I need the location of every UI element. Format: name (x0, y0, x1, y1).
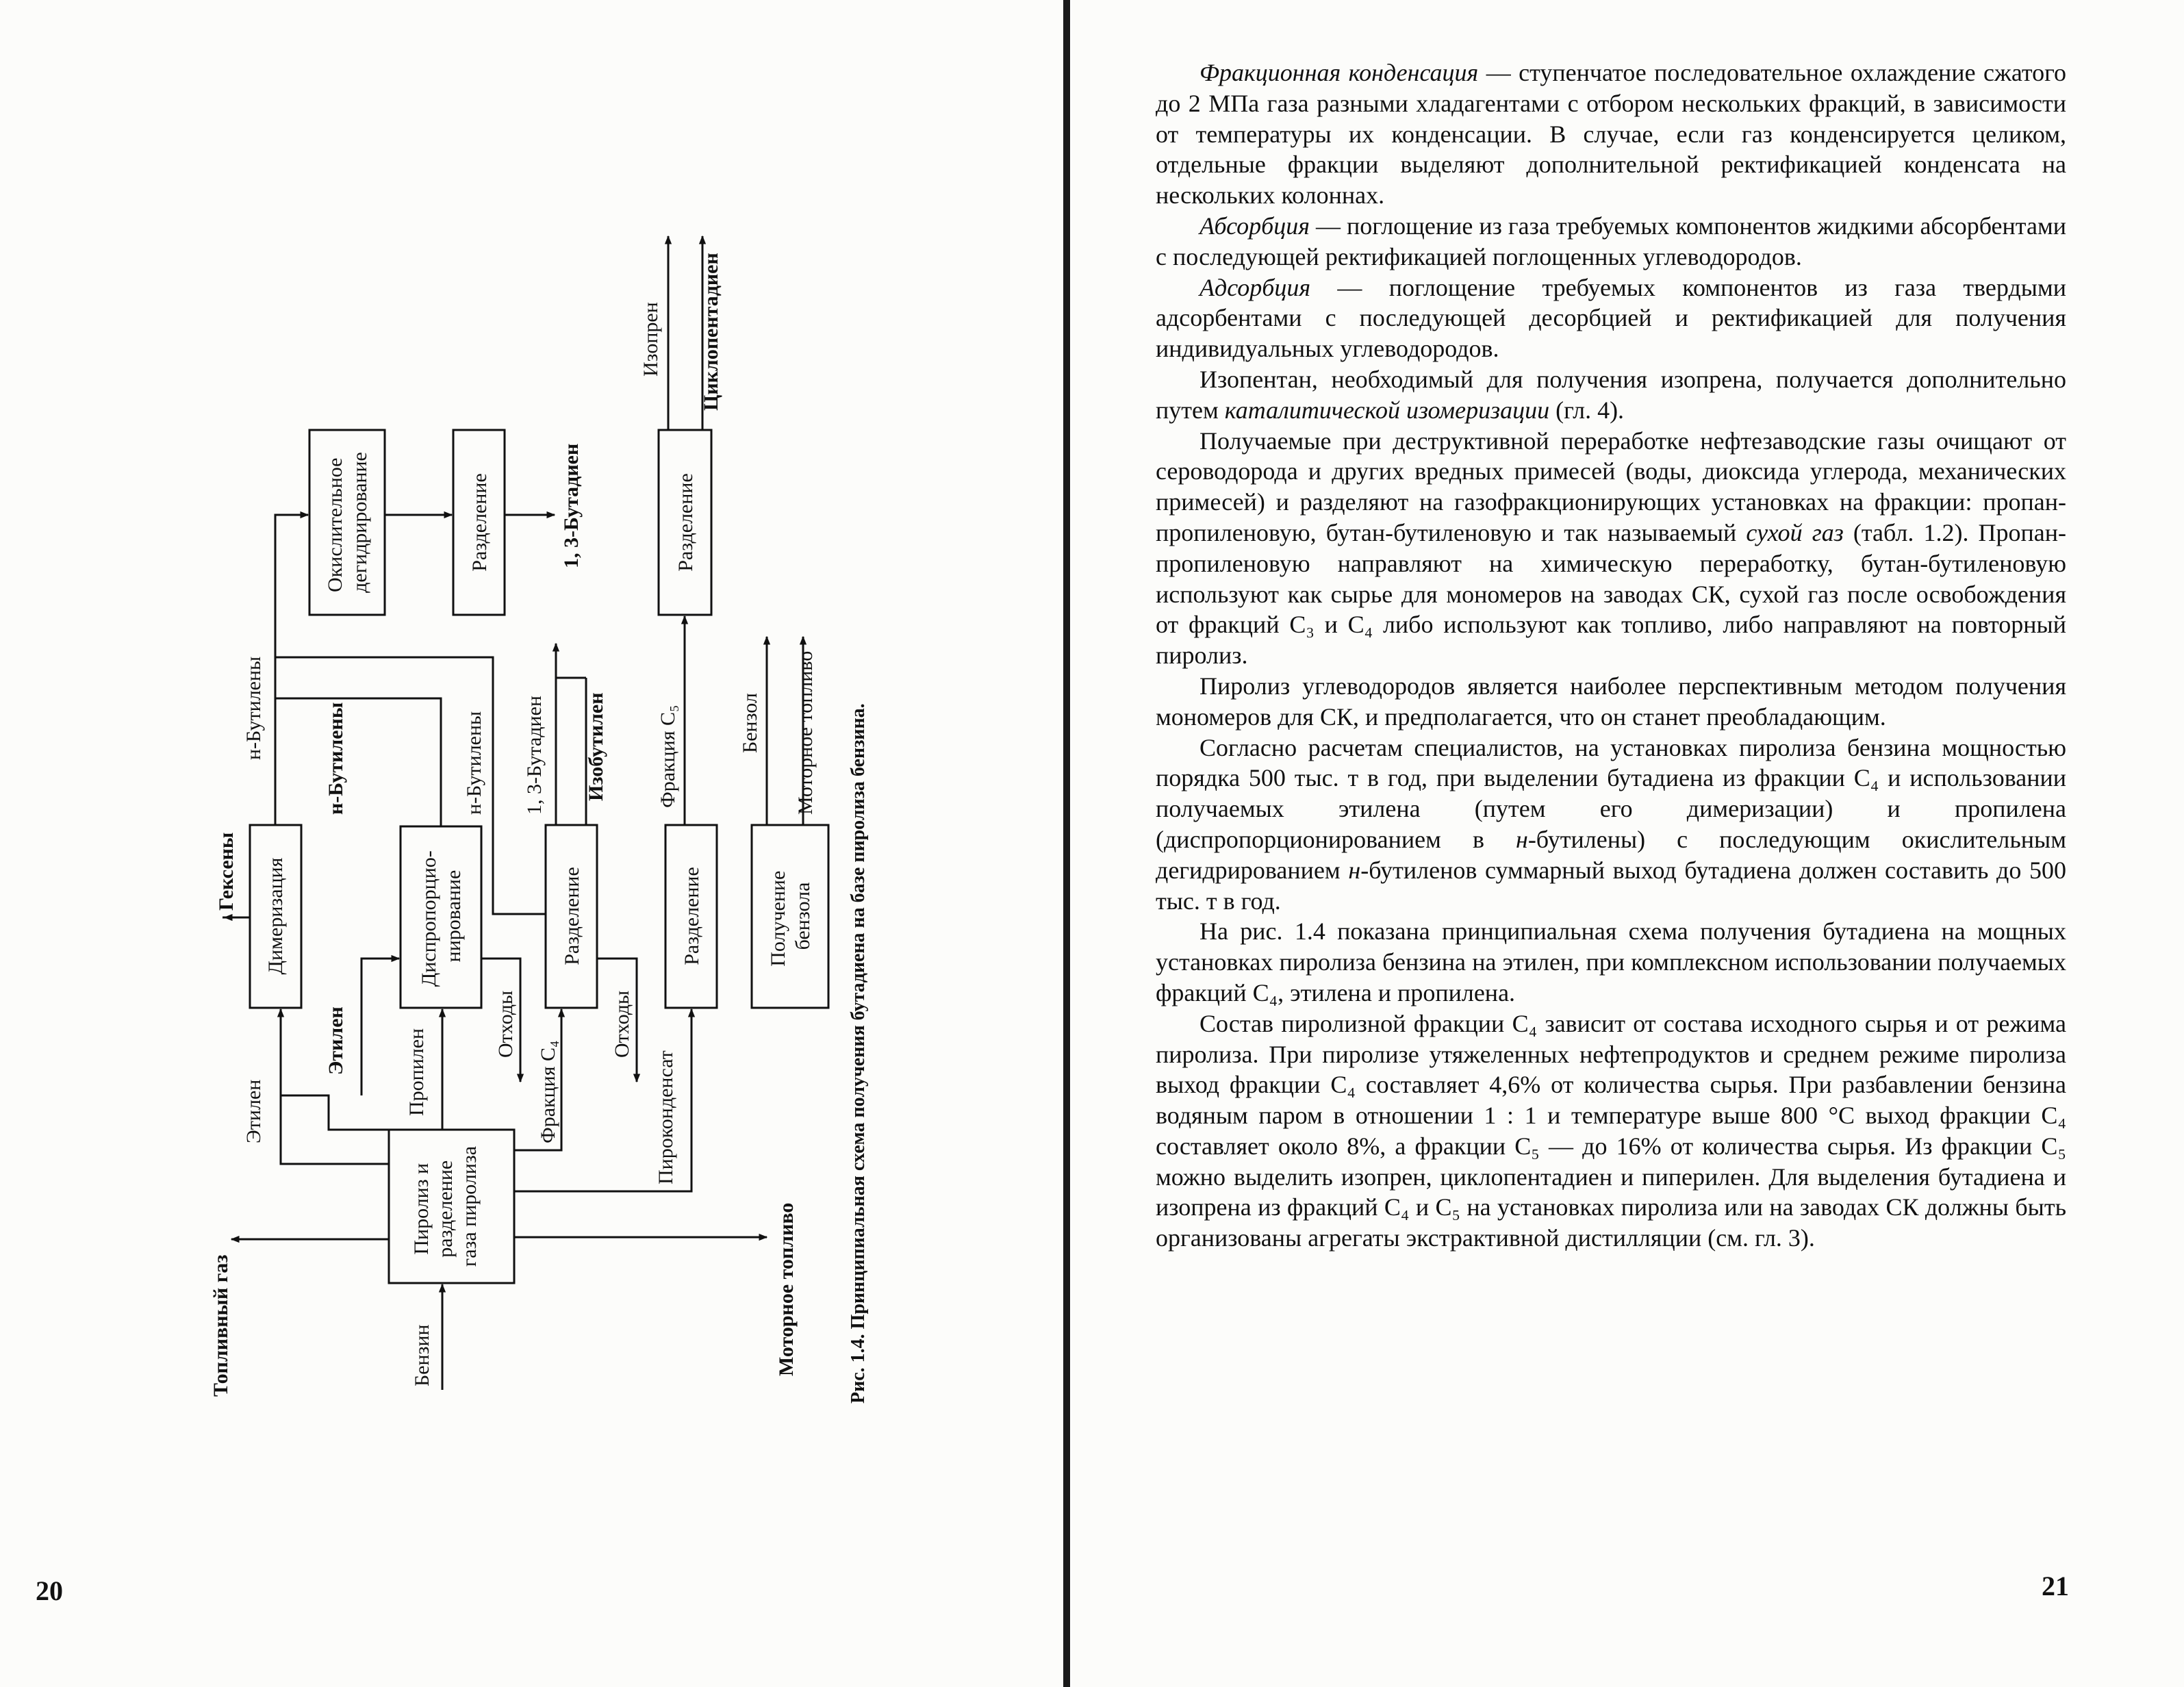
italic-term: н (1515, 825, 1528, 853)
benzol-label: Бензол (739, 693, 761, 753)
text-run: Согласно расчетам специалистов, на установках пиролиза бензина мощностью порядка 500 тыс. т в год, при выделении бутадиена из фракции С₄ и использовании получаемых этилена (путем его димеризации) и пропилена (диспропорционированием в (1156, 733, 2066, 853)
text-run: Пиролиз углеводородов является наиболее перспективным методом получения мономеров для СК, и предполагается, что он станет преобладающим. (1156, 672, 2066, 731)
separation-butadiene-block-label: Разделение (468, 473, 491, 572)
pyrolysis-block-label: Пиролиз и разделение газа пиролиза (410, 1145, 481, 1267)
text-run: (гл. 4). (1549, 396, 1625, 424)
disproportionation-block-label: Диспропорцио- нирование (418, 850, 465, 987)
text-paragraph (1156, 671, 2066, 733)
propylene-label: Пропилен (405, 1028, 428, 1116)
separation-pyrocondensate-block-label: Разделение (681, 867, 703, 965)
separation-c4-block-label: Разделение (561, 867, 583, 965)
text-run: Состав пиролизной фракции С₄ зависит от состава исходного сырья и от режима пиролиза. При пиролизе утяжеленных нефтепродуктов и среднем режиме пиролиза выход фракции С₄ составляет 4,6% от количества сырья. При разбавлении бензина водяным паром в отношении 1 : 1 и температуре выше 800 °С выход фракции С₄ составляет около 8%, а фракции С₅ — до 16% от количества сырья. Из фракции С₅ можно выделить изопрен, циклопентадиен и пиперилен. Для выделения бутадиена и изопрена из фракций С₄ и С₅ на установках пиролиза или на заводах СК должны быть организованы агрегаты экстрактивной дистилляции (см. гл. 3). (1156, 1009, 2066, 1252)
text-paragraph (1156, 58, 2066, 211)
page-number-right: 21 (2042, 1571, 2069, 1601)
isobutylene-label: Изобутилен (585, 692, 607, 801)
text-run: — ступенчатое последовательное охлаждение сжатого до 2 МПа газа разными хладагентами с отбором нескольких фракций, в зависимости от температуры их конденсации. В случае, если газ конденсируется целиком, отдельные фракции выделяют дополнительной ректификацией конденсата на нескольких колоннах. (1156, 59, 2067, 210)
benzin-label: Бензин (411, 1324, 433, 1386)
text-run: На рис. 1.4 показана принципиальная схема получения бутадиена на мощных установках пиролиза бензина на этилен, при комплексном использовании получаемых фракций С₄, этилена и пропилена. (1156, 917, 2066, 1006)
text-paragraph (1156, 1009, 2066, 1254)
butadiene-label-main: 1, 3-Бутадиен (560, 443, 583, 568)
oxidative-dehydrogenation-block (309, 430, 385, 615)
text-run: — поглощение из газа требуемых компонентов жидкими абсорбентами с последующей ректификацией поглощенных углеводородов. (1156, 212, 2066, 270)
fraction-c5-label: Фракция C₅ (657, 705, 679, 808)
dimerization-block-label: Димеризация (264, 857, 287, 975)
n-butylenes-label-2: н-Бутилены (325, 702, 347, 815)
n-butylenes-label-1: н-Бутилены (242, 656, 265, 760)
ethylene-label-2: Этилен (325, 1006, 347, 1075)
benzene-production-block-label: Получение бензола (767, 870, 814, 967)
butadiene-label-c4: 1, 3-Бутадиен (523, 696, 546, 815)
text-run: -бутилены) с последующим окислительным дегидрированием (1156, 825, 2066, 884)
text-paragraph (1156, 211, 2066, 272)
text-run: (табл. 1.2). Пропан-пропиленовую направляют на химическую переработку, бутан-бутиленовую используют как сырье для мономеров на заводах СК, сухой газ после освобождения от фракций С₃ и С₄ либо используют как топливо, либо направляют на повторный пиролиз. (1156, 518, 2066, 670)
benzene-production-block (752, 825, 828, 1008)
page-number-left: 20 (36, 1575, 63, 1606)
ethylene-label-1: Этилен (242, 1079, 265, 1143)
figure-caption: Рис. 1.4. Принципиальная схема получения бутадиена на базе пиролиза бензина. (848, 703, 869, 1404)
oxidative-dehydrogenation-block-label: Окислительное дегидрирование (324, 452, 371, 593)
main-text-column (1156, 58, 2066, 1254)
fraction-c4-label: Фракция C₄ (537, 1040, 559, 1143)
cyclopentadiene-label: Циклопентадиен (700, 253, 722, 411)
process-flow-diagram (0, 0, 1065, 1687)
italic-term: сухой газ (1746, 518, 1844, 546)
text-paragraph (1156, 364, 2066, 426)
text-paragraph (1156, 426, 2066, 671)
italic-term: каталитической изомеризации (1224, 396, 1550, 424)
motor-fuel-main-label: Моторное топливо (775, 1202, 798, 1376)
text-paragraph (1156, 733, 2066, 917)
pyrocondensate-label: Пироконденсат (655, 1050, 677, 1184)
italic-term: н (1348, 856, 1361, 884)
separation-c5-block-label: Разделение (674, 473, 697, 572)
text-run: -бутиленов суммарный выход бутадиена должен составить до 500 тыс. т в год. (1156, 856, 2067, 915)
motor-fuel-benzene-label: Моторное топливо (794, 650, 817, 815)
fuel-gas-label: Топливный газ (209, 1254, 232, 1397)
text-run: Изопентан, необходимый для получения изопрена, получается дополнительно путем (1156, 365, 2066, 424)
wastes-label-1: Отходы (494, 990, 517, 1058)
text-run: Получаемые при деструктивной переработке нефтезаводские газы очищают от сероводорода и других вредных примесей (воды, диоксида углерода, механических примесей) и разделяют на газофракционирующих установках на фракции: пропан-пропиленовую, бутан-бутиленовую и так называемый (1156, 427, 2066, 546)
hexenes-label: Гексены (215, 832, 238, 911)
text-paragraph (1156, 272, 2066, 364)
text-paragraph (1156, 916, 2066, 1008)
italic-term: Адсорбция (1199, 273, 1311, 301)
isoprene-label: Изопрен (639, 302, 662, 377)
italic-term: Абсорбция (1199, 212, 1310, 240)
text-run: — поглощение требуемых компонентов из газа твердыми адсорбентами с последующей десорбцией и ректификацией для получения индивидуальных углеводородов. (1156, 273, 2066, 363)
n-butylenes-label-3: н-Бутилены (463, 711, 485, 815)
wastes-label-2: Отходы (611, 990, 633, 1058)
italic-term: Фракционная конденсация (1199, 59, 1479, 86)
disproportionation-block (401, 826, 481, 1008)
